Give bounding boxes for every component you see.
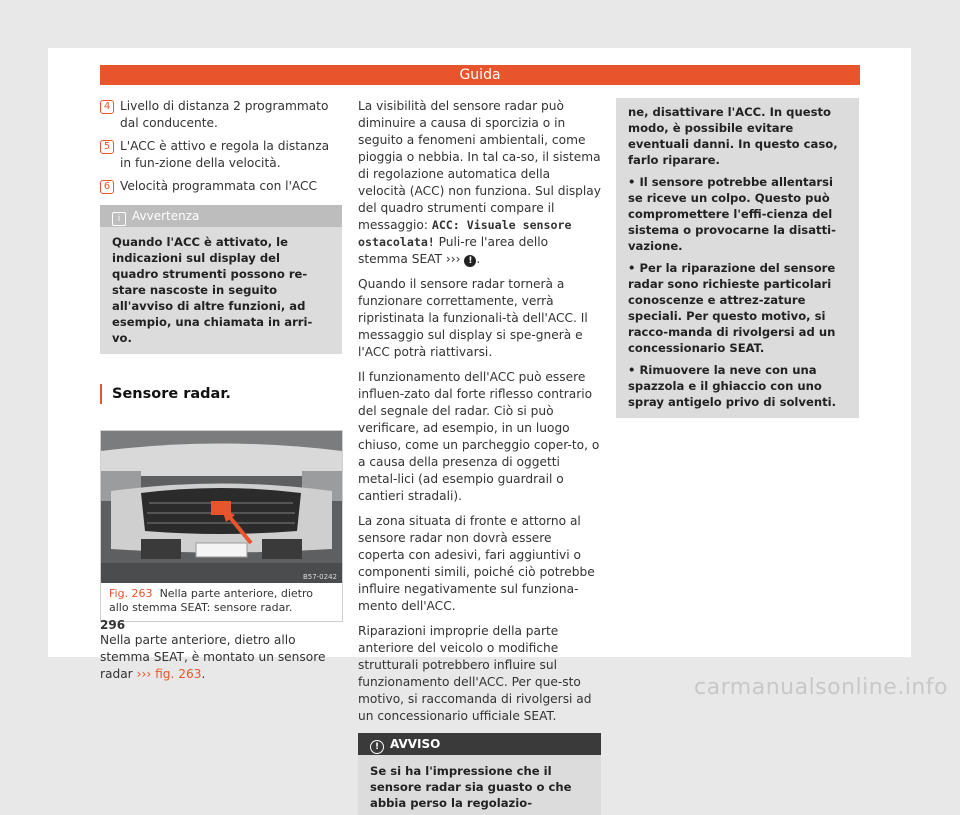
- list-item: [100, 138, 342, 172]
- figure-ref-link[interactable]: ››› fig. 263: [136, 667, 202, 681]
- warning-icon: !: [370, 740, 384, 754]
- item-text: Livello di distanza 2 programmato dal conducente.: [120, 99, 329, 130]
- paragraph: La zona situata di fronte e attorno al sensore radar non dovrà essere coperta con adesivi, fari aggiuntivi o componenti simili, poiché ciò potrebbe influire negativamente sul funziona-mento dell'ACC.: [358, 514, 595, 613]
- intro-text: Nella parte anteriore, dietro allo stemma SEAT, è montato un sensore radar: [100, 633, 326, 681]
- item-number: 6: [100, 180, 114, 194]
- item-number: 5: [100, 140, 114, 154]
- watermark: carmanualsonline.info: [694, 675, 948, 700]
- warning-ref-icon[interactable]: !: [464, 255, 476, 267]
- note-title: Avvertenza: [132, 209, 200, 223]
- note-text: Quando l'ACC è attivato, le indicazioni sul display del quadro strumenti possono re-stare nascoste in seguito all'avviso di altre funzioni, ad esempio, una chiamata in arri-vo.: [112, 235, 313, 345]
- item-text: L'ACC è attivo e regola la distanza in fun-zione della velocità.: [120, 139, 330, 170]
- figure-code: B57-0242: [302, 573, 337, 581]
- paragraph: Quando il sensore radar tornerà a funzionare correttamente, verrà ripristinata la funzionali-tà dell'ACC. Il messaggio sul display si spe-gnerà e l'ACC potrà riattivarsi.: [358, 277, 588, 359]
- note-header: [100, 205, 342, 227]
- warning-title: AVVISO: [390, 737, 441, 751]
- warning-continued-text: ne, disattivare l'ACC. In questo modo, è possibile evitare eventuali danni. In questo caso, farlo riparare.: [628, 105, 838, 167]
- list-item: [100, 178, 342, 195]
- note-box: [100, 205, 342, 354]
- warning-bullet: • Per la riparazione del sensore radar sono richieste particolari conoscenze e attrez-zature speciali. Per questo motivo, si racco-manda di rivolgersi ad un concessionario SEAT.: [628, 261, 836, 355]
- warning-header: [358, 733, 601, 755]
- column-left: [100, 98, 342, 691]
- column-middle: [358, 98, 601, 815]
- item-text: Velocità programmata con l'ACC: [120, 179, 318, 193]
- warning-box-continued: [616, 98, 859, 418]
- warning-bullet: • Rimuovere la neve con una spazzola e il ghiaccio con uno spray antigelo privo di solventi.: [628, 363, 837, 409]
- item-number: 4: [100, 100, 114, 114]
- figure-label: Fig. 263: [109, 587, 153, 600]
- paragraph: Riparazioni improprie della parte anteriore del veicolo o modifiche strutturali potrebbero influire sul funzionamento dell'ACC. Per que-sto motivo, si raccomanda di rivolgersi ad un concessionario ufficiale SEAT.: [358, 624, 592, 723]
- figure: [100, 430, 343, 622]
- car-front-image: [101, 431, 342, 583]
- figure-caption: [101, 583, 342, 621]
- intro-paragraph: Nella parte anteriore, dietro allo stemma SEAT, è montato un sensore radar ››› fig. 263.: [100, 633, 326, 681]
- display-message: ACC: Visuale sensore ostacolata!: [358, 218, 572, 249]
- column-right: [616, 98, 859, 418]
- warning-bullet: • Il sensore potrebbe allentarsi se riceve un colpo. Questo può compromettere l'effi-cienza del sistema o provocarne la disatti-vazione.: [628, 175, 836, 253]
- section-title: Sensore radar.: [100, 384, 342, 404]
- info-icon: i: [112, 212, 126, 226]
- paragraph: La visibilità del sensore radar può diminuire a causa di sporcizia o in seguito a fenomeni ambientali, come pioggia o nebbia. In tal ca-so, il sistema di regolazione automatica della velocità (ACC) non funziona. Sul display del quadro strumenti compare il messaggio: ACC: Visuale sensore ostacolata! Puli-re l'area dello stemma SEAT ››› ! .: [358, 99, 601, 266]
- figure-caption-text: Nella parte anteriore, dietro allo stemma SEAT: sensore radar.: [109, 587, 314, 614]
- list-item: [100, 98, 342, 132]
- ref-arrow: ›››: [445, 252, 461, 266]
- warning-box: [358, 733, 601, 815]
- section-header: Guida: [100, 65, 860, 85]
- page-number: 296: [100, 618, 126, 632]
- warning-text: Se si ha l'impressione che il sensore radar sia guasto o che abbia perso la regolazio-: [370, 764, 572, 810]
- paragraph: Il funzionamento dell'ACC può essere influen-zato dal forte riflesso contrario del segnale del radar. Ciò si può verificare, ad esempio, in un luogo chiuso, come un parcheggio coper-to, o a causa della presenza di oggetti metal-lici (ad esempio guardrail o cantieri stradali).: [358, 370, 600, 503]
